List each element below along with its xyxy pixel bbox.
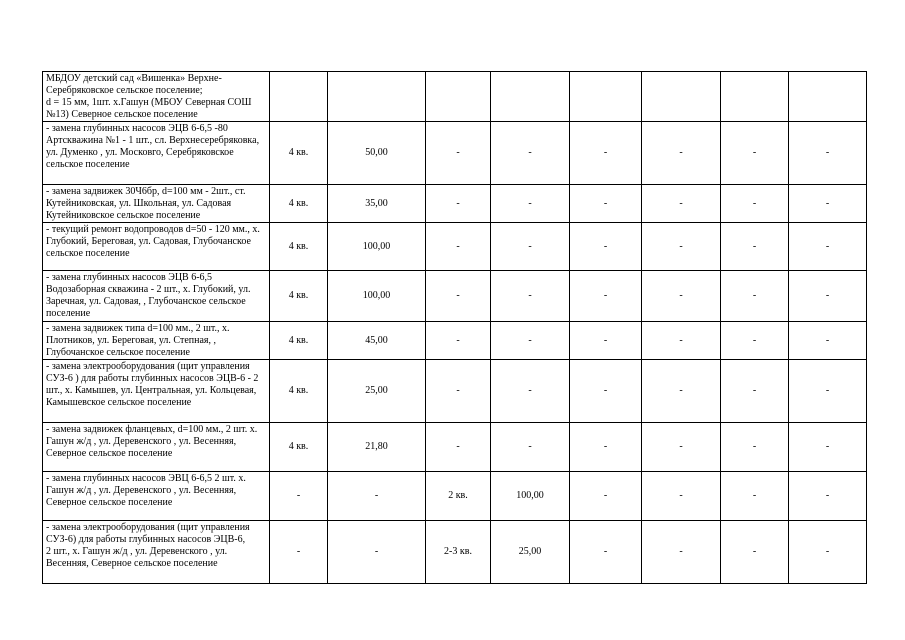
table-row <box>43 72 867 122</box>
table-cell: - <box>789 423 867 472</box>
table-cell: 21,80 <box>328 423 426 472</box>
table-cell: - <box>721 423 789 472</box>
table-cell: - <box>721 122 789 185</box>
table-row <box>43 322 867 360</box>
table-cell: - <box>721 271 789 322</box>
table-row <box>43 360 867 423</box>
table-cell <box>491 72 570 122</box>
table-row <box>43 521 867 584</box>
table-cell: - <box>789 521 867 584</box>
table-cell: - <box>789 472 867 521</box>
table-cell <box>789 72 867 122</box>
table-cell: - <box>426 423 491 472</box>
table-cell: - <box>721 322 789 360</box>
table-cell: - <box>642 271 721 322</box>
works-table-container <box>42 71 866 584</box>
table-cell: - <box>721 223 789 271</box>
table-cell: - <box>570 122 642 185</box>
table-cell: - <box>642 472 721 521</box>
table-cell: 100,00 <box>491 472 570 521</box>
table-cell: 4 кв. <box>270 185 328 223</box>
table-cell: 2-3 кв. <box>426 521 491 584</box>
table-cell: - <box>426 360 491 423</box>
table-cell: - <box>570 223 642 271</box>
table-cell: 50,00 <box>328 122 426 185</box>
work-description-cell: - замена электрооборудования (щит управления СУЗ-6) для работы глубинных насосов ЭЦВ-6, 2 шт., х. Гашун ж/д , ул. Деревенского , ул. Весенняя, Северное сельское поселение <box>43 521 270 584</box>
table-cell: - <box>426 322 491 360</box>
table-cell: 2 кв. <box>426 472 491 521</box>
work-description-cell: - текущий ремонт водопроводов d=50 - 120 мм., х. Глубокий, Береговая, ул. Садовая, Глубочанское сельское поселение <box>43 223 270 271</box>
work-description-cell: - замена глубинных насосов ЭЦВ 6-6,5 Водозаборная скважина - 2 шт., х. Глубокий, ул. Заречная, ул. Садовая, , Глубочанское сельское поселение <box>43 271 270 322</box>
table-cell: - <box>491 423 570 472</box>
table-cell: - <box>426 223 491 271</box>
table-cell: - <box>721 521 789 584</box>
table-row <box>43 423 867 472</box>
table-cell: - <box>270 472 328 521</box>
table-cell: - <box>721 472 789 521</box>
table-body <box>43 72 867 584</box>
work-description-cell: - замена электрооборудования (щит управления СУЗ-6 ) для работы глубинных насосов ЭЦВ-6 - 2 шт., х. Камышев, ул. Центральная, ул. Кольцевая, Камышевское сельское поселение <box>43 360 270 423</box>
table-cell: - <box>642 423 721 472</box>
table-cell <box>721 72 789 122</box>
table-cell: - <box>721 185 789 223</box>
work-description-cell: - замена задвижек типа d=100 мм., 2 шт., х. Плотников, ул. Береговая, ул. Степная, , Глубочанское сельское поселение <box>43 322 270 360</box>
table-cell: - <box>328 521 426 584</box>
table-cell: 100,00 <box>328 223 426 271</box>
table-cell: - <box>642 322 721 360</box>
table-cell: - <box>426 185 491 223</box>
table-cell <box>270 72 328 122</box>
table-cell: - <box>270 521 328 584</box>
table-cell: 25,00 <box>328 360 426 423</box>
work-description-cell: - замена задвижек фланцевых, d=100 мм., 2 шт. х. Гашун ж/д , ул. Деревенского , ул. Весенняя, Северное сельское поселение <box>43 423 270 472</box>
table-row <box>43 122 867 185</box>
works-table <box>42 71 867 584</box>
table-cell: - <box>642 185 721 223</box>
table-cell: 4 кв. <box>270 322 328 360</box>
table-cell: - <box>491 122 570 185</box>
table-cell: - <box>789 223 867 271</box>
table-cell: 4 кв. <box>270 271 328 322</box>
table-row <box>43 223 867 271</box>
table-cell: - <box>721 360 789 423</box>
table-cell: - <box>426 122 491 185</box>
table-cell: - <box>789 360 867 423</box>
table-cell: - <box>570 185 642 223</box>
table-row <box>43 472 867 521</box>
table-cell: 4 кв. <box>270 122 328 185</box>
table-row <box>43 185 867 223</box>
table-cell: - <box>642 122 721 185</box>
table-cell: - <box>570 521 642 584</box>
table-cell <box>426 72 491 122</box>
table-row <box>43 271 867 322</box>
table-cell: - <box>328 472 426 521</box>
table-cell: - <box>642 223 721 271</box>
table-cell: 100,00 <box>328 271 426 322</box>
table-cell: - <box>570 423 642 472</box>
table-cell: - <box>491 185 570 223</box>
table-cell: - <box>570 271 642 322</box>
table-cell: 35,00 <box>328 185 426 223</box>
table-cell: - <box>491 360 570 423</box>
table-cell: - <box>426 271 491 322</box>
work-description-cell: - замена глубинных насосов ЭЦВ 6-6,5 -80 Артскважина №1 - 1 шт., сл. Верхнесеребряковка, ул. Думенко , ул. Московго, Серебряковское сельское поселение <box>43 122 270 185</box>
table-cell: 4 кв. <box>270 423 328 472</box>
table-cell: - <box>642 360 721 423</box>
table-cell: - <box>642 521 721 584</box>
table-cell: - <box>789 185 867 223</box>
table-cell: - <box>491 271 570 322</box>
table-cell: - <box>789 271 867 322</box>
table-cell <box>570 72 642 122</box>
table-cell: - <box>491 322 570 360</box>
work-description-cell: МБДОУ детский сад «Вишенка» Верхне-Серебряковское сельское поселение; d = 15 мм, 1шт. х.Гашун (МБОУ Северная СОШ №13) Северное сельское поселение <box>43 72 270 122</box>
table-cell <box>642 72 721 122</box>
table-cell: - <box>570 472 642 521</box>
table-cell: - <box>491 223 570 271</box>
table-cell: - <box>570 360 642 423</box>
table-cell: - <box>570 322 642 360</box>
table-cell: 4 кв. <box>270 223 328 271</box>
table-cell <box>328 72 426 122</box>
table-cell: 45,00 <box>328 322 426 360</box>
table-cell: 4 кв. <box>270 360 328 423</box>
work-description-cell: - замена глубинных насосов ЭВЦ 6-6,5 2 шт. х. Гашун ж/д , ул. Деревенского , ул. Весенняя, Северное сельское поселение <box>43 472 270 521</box>
table-cell: - <box>789 322 867 360</box>
table-cell: - <box>789 122 867 185</box>
work-description-cell: - замена задвижек 30Ч6бр, d=100 мм - 2шт., ст. Кутейниковская, ул. Школьная, ул. Садовая Кутейниковское сельское поселение <box>43 185 270 223</box>
table-cell: 25,00 <box>491 521 570 584</box>
